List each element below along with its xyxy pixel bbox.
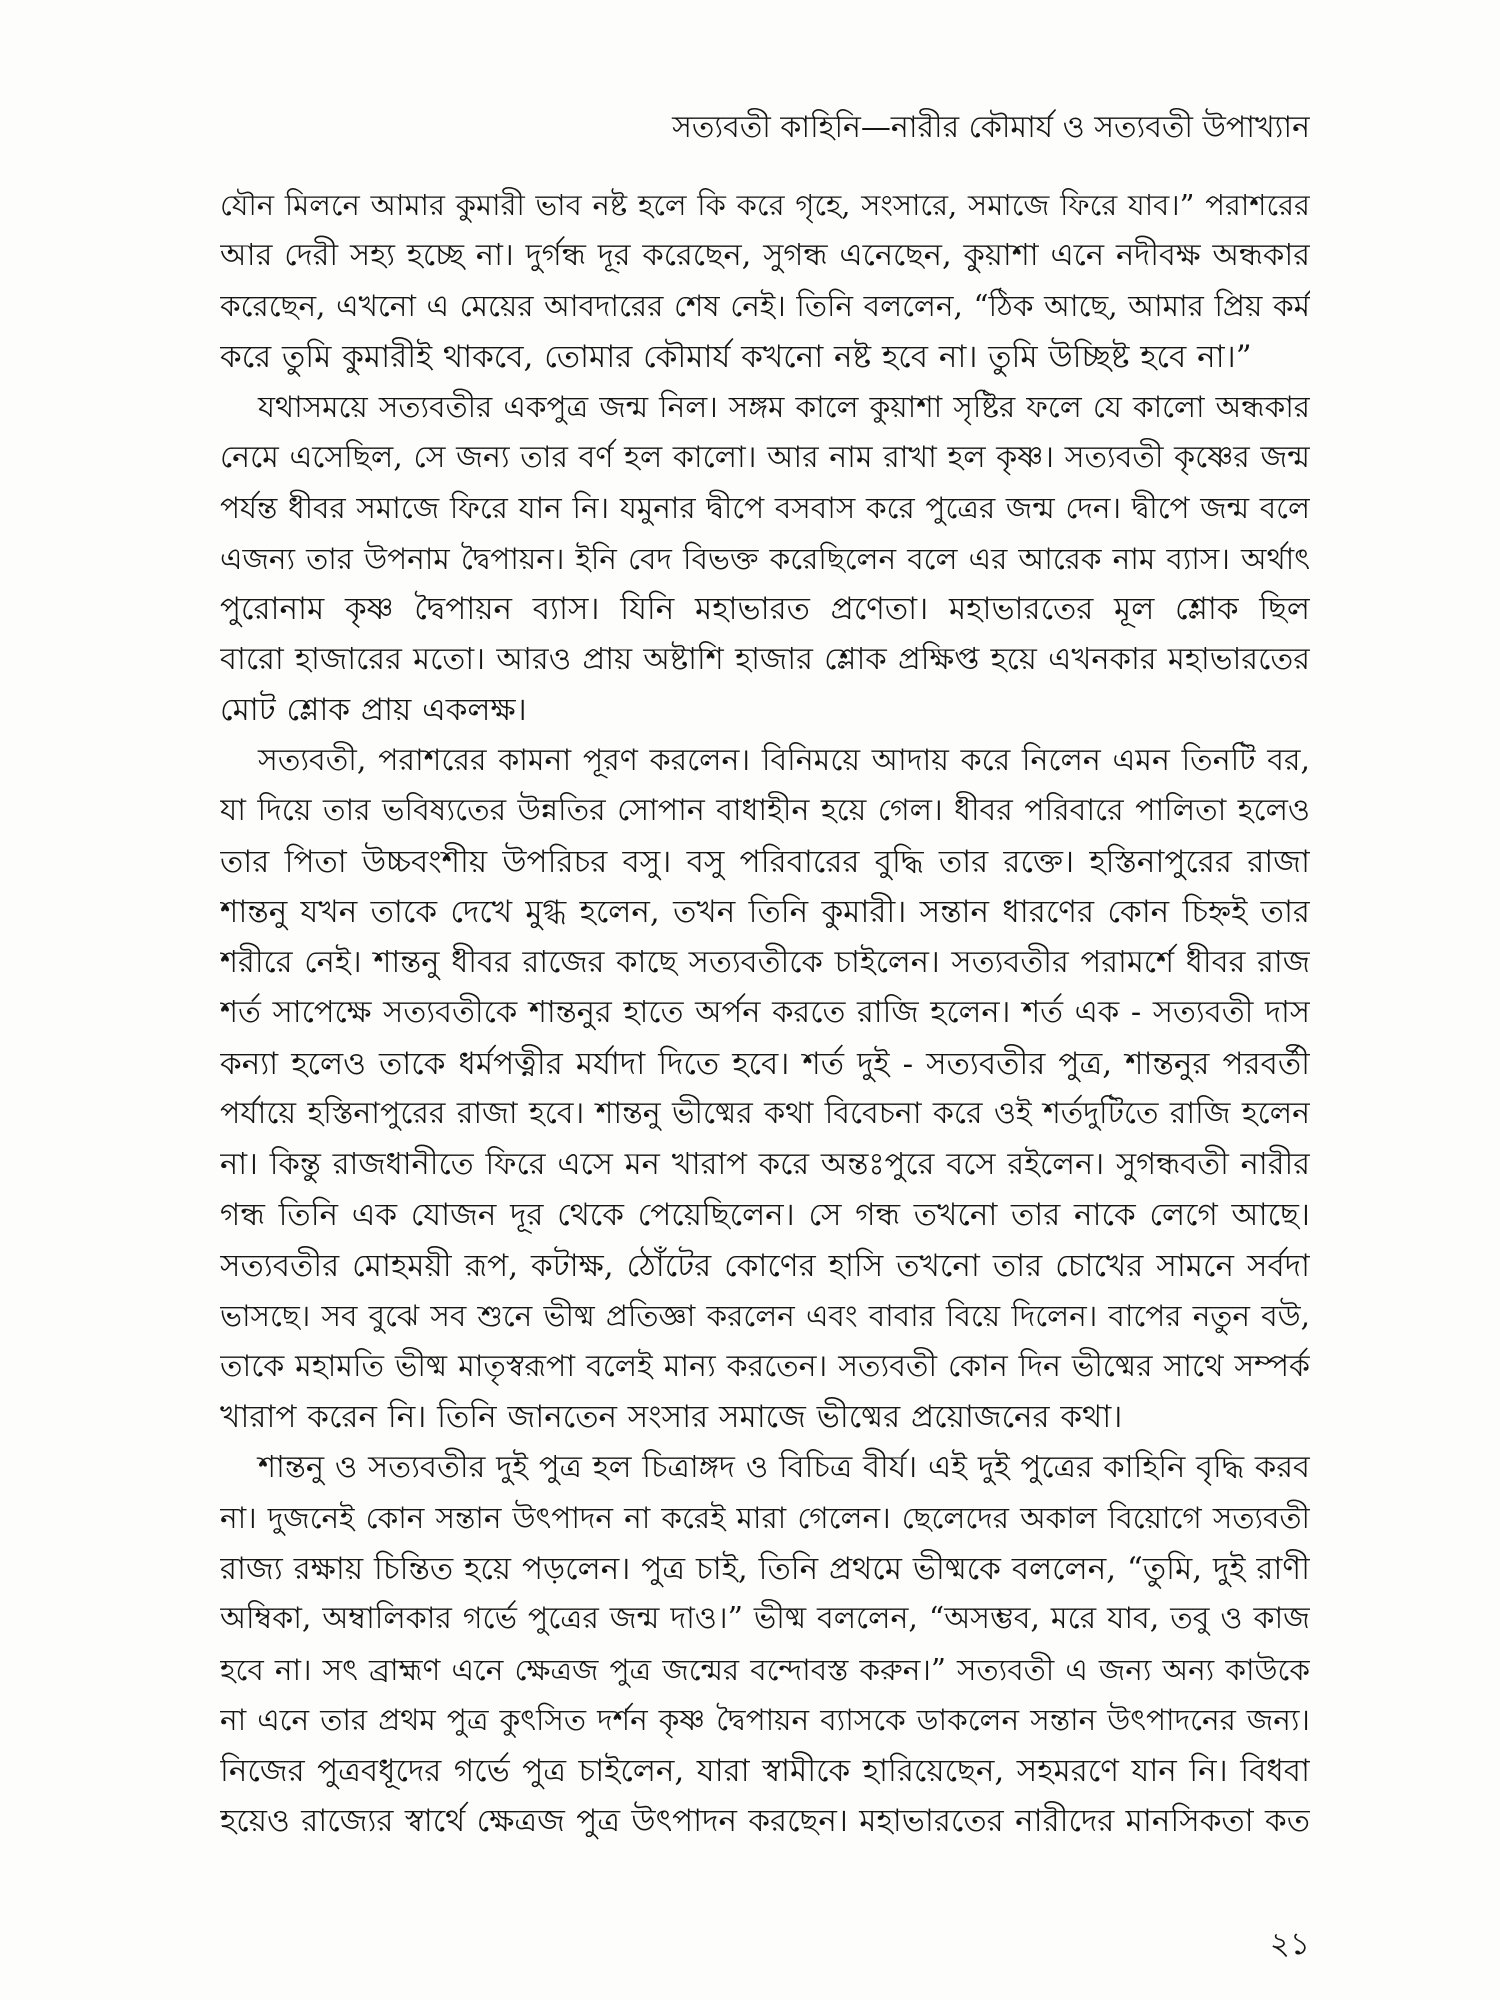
paragraph — [220, 1443, 1310, 1847]
text-line: রাজ্য রক্ষায় চিন্তিত হয়ে পড়লেন। পুত্র চাই, তিনি প্রথমে ভীষ্মকে বললেন, “তুমি, দুই রাণী — [220, 1550, 1310, 1587]
text-line: করেছেন, এখনো এ মেয়ের আবদারের শেষ নেই। তিনি বললেন, “ঠিক আছে, আমার প্রিয় কর্ম — [220, 289, 1310, 323]
text-line: নেমে এসেছিল, সে জন্য তার বর্ণ হল কালো। আর নাম রাখা হল কৃষ্ণ। সত্যবতী কৃষ্ণের জন্ম — [220, 439, 1310, 475]
paragraph — [220, 382, 1310, 736]
text-line: অম্বিকা, অম্বালিকার গর্ভে পুত্রের জন্ম দাও।” ভীষ্ম বললেন, “অসম্ভব, মরে যাব, তবু ও কাজ — [220, 1601, 1310, 1636]
text-line: করে তুমি কুমারীই থাকবে, তোমার কৌমার্য কখনো নষ্ট হবে না। তুমি উচ্ছিষ্ট হবে না।” — [220, 338, 1252, 375]
running-header: সত্যবতী কাহিনি—নারীর কৌমার্য ও সত্যবতী উপাখ্যান — [672, 110, 1310, 145]
text-line: না এনে তার প্রথম পুত্র কুৎসিত দর্শন কৃষ্ণ দ্বৈপায়ন ব্যাসকে ডাকলেন সন্তান উৎপাদনের জন্য। — [220, 1703, 1310, 1737]
paragraph — [220, 736, 1310, 1443]
text-line: তার পিতা উচ্চবংশীয় উপরিচর বসু। বসু পরিবারের বুদ্ধি তার রক্তে। হস্তিনাপুরের রাজা — [220, 843, 1310, 880]
body-text — [220, 180, 1310, 1847]
text-line: বারো হাজারের মতো। আরও প্রায় অষ্টাশি হাজার শ্লোক প্রক্ষিপ্ত হয়ে এখনকার মহাভারতের — [220, 641, 1310, 677]
text-line: মোট শ্লোক প্রায় একলক্ষ। — [220, 692, 527, 728]
text-line: আর দেরী সহ্য হচ্ছে না। দুর্গন্ধ দূর করেছেন, সুগন্ধ এনেছেন, কুয়াশা এনে নদীবক্ষ অন্ধকার — [220, 237, 1310, 273]
text-line: এজন্য তার উপনাম দ্বৈপায়ন। ইনি বেদ বিভক্ত করেছিলেন বলে এর আরেক নাম ব্যাস। অর্থাৎ — [220, 541, 1310, 576]
text-line: শরীরে নেই। শান্তনু ধীবর রাজের কাছে সত্যবতীকে চাইলেন। সত্যবতীর পরামর্শে ধীবর রাজ — [220, 944, 1310, 980]
text-line: যা দিয়ে তার ভবিষ্যতের উন্নতির সোপান বাধাহীন হয়ে গেল। ধীবর পরিবারে পালিতা হলেও — [220, 793, 1310, 828]
text-line: পর্যন্ত ধীবর সমাজে ফিরে যান নি। যমুনার দ্বীপে বসবাস করে পুত্রের জন্ম দেন। দ্বীপে জন্ম বলে — [220, 491, 1310, 525]
text-line: তাকে মহামতি ভীষ্ম মাতৃস্বরূপা বলেই মান্য করতেন। সত্যবতী কোন দিন ভীষ্মের সাথে সম্পর্ক — [220, 1348, 1310, 1384]
paragraph — [220, 180, 1310, 382]
text-line: নিজের পুত্রবধূদের গর্ভে পুত্র চাইলেন, যারা স্বামীকে হারিয়েছেন, সহমরণে যান নি। বিধবা — [220, 1752, 1310, 1789]
text-line: পুরোনাম কৃষ্ণ দ্বৈপায়ন ব্যাস। যিনি মহাভারত প্রণেতা। মহাভারতের মূল শ্লোক ছিল — [220, 591, 1310, 627]
text-line: পর্যায়ে হস্তিনাপুরের রাজা হবে। শান্তনু ভীষ্মের কথা বিবেচনা করে ওই শর্তদুটিতে রাজি হলেন — [220, 1096, 1310, 1131]
text-line: যৌন মিলনে আমার কুমারী ভাব নষ্ট হলে কি করে গৃহে, সংসারে, সমাজে ফিরে যাব।” পরাশরের — [220, 188, 1310, 222]
text-line: যথাসময়ে সত্যবতীর একপুত্র জন্ম নিল। সঙ্গম কালে কুয়াশা সৃষ্টির ফলে যে কালো অন্ধকার — [258, 390, 1310, 424]
text-line: কন্যা হলেও তাকে ধর্মপত্নীর মর্যাদা দিতে হবে। শর্ত দুই - সত্যবতীর পুত্র, শান্তনুর পরবর্তী — [220, 1045, 1310, 1082]
text-line: গন্ধ তিনি এক যোজন দূর থেকে পেয়েছিলেন। সে গন্ধ তখনো তার নাকে লেগে আছে। — [220, 1197, 1310, 1233]
text-line: সত্যবতীর মোহময়ী রূপ, কটাক্ষ, ঠোঁটের কোণের হাসি তখনো তার চোখের সামনে সর্বদা — [220, 1247, 1310, 1284]
text-line: না। কিন্তু রাজধানীতে ফিরে এসে মন খারাপ করে অন্তঃপুরে বসে রইলেন। সুগন্ধবতী নারীর — [220, 1146, 1310, 1182]
text-line: সত্যবতী, পরাশরের কামনা পূরণ করলেন। বিনিময়ে আদায় করে নিলেন এমন তিনটি বর, — [258, 742, 1310, 778]
text-line: খারাপ করেন নি। তিনি জানতেন সংসার সমাজে ভীষ্মের প্রয়োজনের কথা। — [220, 1399, 1123, 1435]
text-line: শান্তনু যখন তাকে দেখে মুগ্ধ হলেন, তখন তিনি কুমারী। সন্তান ধারণের কোন চিহ্নই তার — [220, 894, 1310, 930]
text-line: হয়েও রাজ্যের স্বার্থে ক্ষেত্রজ পুত্র উৎপাদন করছেন। মহাভারতের নারীদের মানসিকতা কত — [220, 1803, 1310, 1839]
text-line: শর্ত সাপেক্ষে সত্যবতীকে শান্তনুর হাতে অর্পন করতে রাজি হলেন। শর্ত এক - সত্যবতী দাস — [220, 995, 1310, 1030]
page-number: ২১ — [1269, 1926, 1310, 1962]
text-line: শান্তনু ও সত্যবতীর দুই পুত্র হল চিত্রাঙ্গদ ও বিচিত্র বীর্য। এই দুই পুত্রের কাহিনি বৃদ্ধি করব — [258, 1449, 1310, 1485]
text-line: ভাসছে। সব বুঝে সব শুনে ভীষ্ম প্রতিজ্ঞা করলেন এবং বাবার বিয়ে দিলেন। বাপের নতুন বউ, — [220, 1299, 1310, 1333]
text-line: না। দুজনেই কোন সন্তান উৎপাদন না করেই মারা গেলেন। ছেলেদের অকাল বিয়োগে সত্যবতী — [220, 1501, 1310, 1535]
text-line: হবে না। সৎ ব্রাহ্মণ এনে ক্ষেত্রজ পুত্র জন্মের বন্দোবস্ত করুন।” সত্যবতী এ জন্য অন্য কাউকে — [220, 1652, 1310, 1687]
